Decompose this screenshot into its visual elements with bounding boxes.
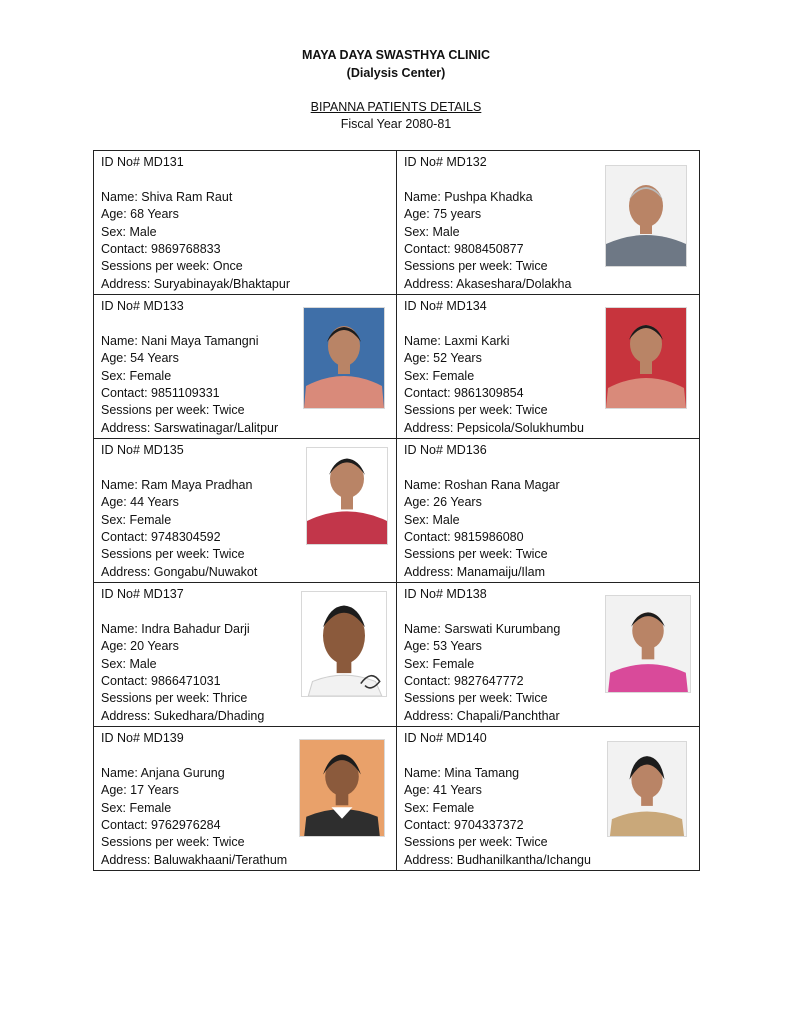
patient-age: Age: 75 years (404, 207, 482, 222)
patients-table (93, 150, 700, 871)
patient-id: ID No# MD138 (404, 587, 487, 601)
patient-sessions: Sessions per week: Twice (101, 835, 245, 850)
patient-name: Name: Ram Maya Pradhan (101, 477, 253, 492)
patient-card (94, 439, 397, 583)
patient-address: Address: Sukedhara/Dhading (101, 708, 265, 723)
patient-name: Name: Laxmi Karki (404, 333, 510, 348)
patient-sessions: Sessions per week: Once (101, 259, 243, 274)
patient-age: Age: 26 Years (404, 495, 482, 510)
patient-contact: Contact: 9866471031 (101, 674, 221, 689)
patient-name: Name: Anjana Gurung (101, 765, 225, 780)
patient-sessions: Sessions per week: Twice (404, 259, 548, 274)
patient-card (397, 727, 700, 871)
patient-name: Name: Roshan Rana Magar (404, 477, 560, 492)
patient-card (397, 439, 700, 583)
clinic-title: MAYA DAYA SWASTHYA CLINIC (301, 48, 490, 62)
patient-age: Age: 68 Years (101, 207, 179, 222)
patient-address: Address: Pepsicola/Solukhumbu (404, 420, 584, 435)
patient-age: Age: 54 Years (101, 351, 179, 366)
patient-sessions: Sessions per week: Twice (404, 403, 548, 418)
patient-contact: Contact: 9827647772 (404, 674, 524, 689)
patient-age: Age: 52 Years (404, 351, 482, 366)
patient-photo (605, 307, 687, 409)
patient-sessions: Sessions per week: Twice (404, 547, 548, 562)
patient-photo (301, 591, 387, 697)
patient-photo (605, 595, 691, 693)
patient-name: Name: Indra Bahadur Darji (101, 621, 250, 636)
patient-contact: Contact: 9869768833 (101, 242, 221, 257)
patient-sessions: Sessions per week: Twice (404, 691, 548, 706)
patient-sex: Sex: Female (101, 800, 172, 815)
patient-sessions: Sessions per week: Twice (404, 835, 548, 850)
patient-card (94, 727, 397, 871)
patient-address: Address: Akaseshara/Dolakha (404, 276, 572, 291)
patient-sex: Sex: Female (404, 800, 475, 815)
patient-name: Name: Shiva Ram Raut (101, 189, 233, 204)
patient-card (397, 295, 700, 439)
patient-sex: Sex: Female (404, 656, 475, 671)
patient-id: ID No# MD139 (101, 731, 184, 745)
patient-card (94, 583, 397, 727)
patient-sessions: Sessions per week: Twice (101, 403, 245, 418)
patient-name: Name: Mina Tamang (404, 765, 520, 780)
patient-id: ID No# MD131 (101, 155, 184, 169)
patient-contact: Contact: 9704337372 (404, 818, 524, 833)
fiscal-year: Fiscal Year 2080-81 (340, 117, 452, 131)
patient-age: Age: 41 Years (404, 783, 482, 798)
section-title: BIPANNA PATIENTS DETAILS (310, 100, 482, 114)
patient-id: ID No# MD132 (404, 155, 487, 169)
patient-address: Address: Suryabinayak/Bhaktapur (101, 276, 290, 291)
patient-card (94, 295, 397, 439)
patient-contact: Contact: 9851109331 (101, 386, 220, 401)
patient-id: ID No# MD134 (404, 299, 487, 313)
patient-card (397, 583, 700, 727)
patient-id: ID No# MD136 (404, 443, 487, 457)
patient-name: Name: Nani Maya Tamangni (101, 333, 259, 348)
patient-contact: Contact: 9748304592 (101, 530, 221, 545)
patient-photo (299, 739, 385, 837)
patient-id: ID No# MD140 (404, 731, 487, 745)
patient-id: ID No# MD135 (101, 443, 184, 457)
patient-sex: Sex: Male (404, 512, 460, 527)
patient-sex: Sex: Male (101, 224, 157, 239)
patient-photo (303, 307, 385, 409)
patient-contact: Contact: 9815986080 (404, 530, 524, 545)
patient-id: ID No# MD133 (101, 299, 184, 313)
patient-address: Address: Baluwakhaani/Terathum (101, 852, 288, 867)
patient-photo (306, 447, 388, 545)
patient-address: Address: Sarswatinagar/Lalitpur (101, 420, 279, 435)
patient-age: Age: 17 Years (101, 783, 179, 798)
patient-sex: Sex: Female (101, 512, 172, 527)
patient-photo (605, 165, 687, 267)
patient-contact: Contact: 9808450877 (404, 242, 524, 257)
patient-id: ID No# MD137 (101, 587, 184, 601)
patient-sessions: Sessions per week: Thrice (101, 691, 248, 706)
patient-age: Age: 53 Years (404, 639, 482, 654)
patient-address: Address: Chapali/Panchthar (404, 708, 560, 723)
patient-address: Address: Gongabu/Nuwakot (101, 564, 258, 579)
patient-sessions: Sessions per week: Twice (101, 547, 245, 562)
patient-age: Age: 20 Years (101, 639, 179, 654)
patient-age: Age: 44 Years (101, 495, 179, 510)
patient-card (94, 151, 397, 295)
patient-contact: Contact: 9762976284 (101, 818, 221, 833)
patient-address: Address: Budhanilkantha/Ichangu (404, 852, 591, 867)
patient-sex: Sex: Female (404, 368, 475, 383)
patient-address: Address: Manamaiju/Ilam (404, 564, 546, 579)
patient-card (397, 151, 700, 295)
patient-name: Name: Sarswati Kurumbang (404, 621, 561, 636)
clinic-subtitle: (Dialysis Center) (346, 66, 446, 80)
patient-sex: Sex: Male (404, 224, 460, 239)
patient-sex: Sex: Male (101, 656, 157, 671)
patient-name: Name: Pushpa Khadka (404, 189, 533, 204)
patient-sex: Sex: Female (101, 368, 172, 383)
patient-contact: Contact: 9861309854 (404, 386, 524, 401)
patient-photo (607, 741, 687, 837)
